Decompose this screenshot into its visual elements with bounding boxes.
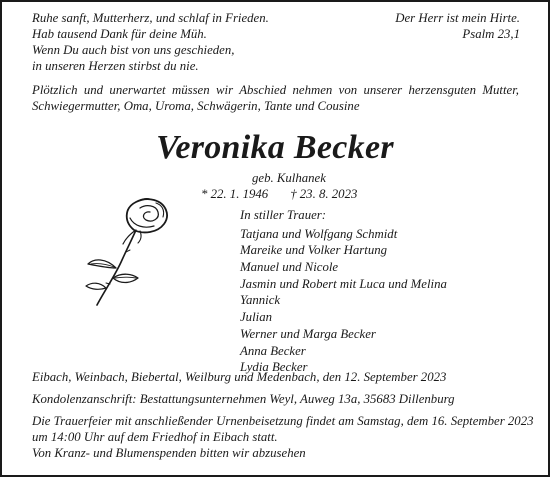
list-item: Lydia Becker [240, 360, 308, 375]
list-item: Werner und Marga Becker [240, 326, 376, 341]
funeral-service-line: um 14:00 Uhr auf dem Friedhof in Eibach statt. [32, 430, 278, 444]
list-item: Anna Becker [240, 343, 306, 358]
psalm-verse: Der Herr ist mein Hirte. [395, 11, 520, 25]
poem-line: Ruhe sanft, Mutterherz, und schlaf in Frieden. [32, 11, 269, 25]
maiden-name: geb. Kulhanek [252, 171, 326, 185]
funeral-service-line: Die Trauerfeier mit anschließender Urnenbeisetzung findet am Samstag, dem 16. September 2023 [32, 414, 534, 428]
places-and-date: Eibach, Weinbach, Biebertal, Weilburg und Medenbach, den 12. September 2023 [32, 370, 447, 384]
rose-icon [50, 192, 190, 316]
list-item: Jasmin und Robert mit Luca und Melina [240, 276, 447, 291]
list-item: Manuel und Nicole [240, 260, 339, 275]
poem-line: Hab tausend Dank für deine Müh. [32, 27, 207, 41]
intro-text: Plötzlich und unerwartet müssen wir Abschied nehmen von unserer herzensguten Mutter, Schwiegermutter, Oma, Uroma, Schwägerin, Tante und Cousine [32, 83, 519, 113]
poem-line: in unseren Herzen stirbst du nie. [32, 59, 199, 73]
death-date: † 23. 8. 2023 [290, 187, 358, 201]
poem-line: Wenn Du auch bist von uns geschieden, [32, 43, 235, 57]
deceased-name: Veronika Becker [156, 129, 394, 166]
mourners-heading: In stiller Trauer: [240, 208, 327, 222]
mourners-list [240, 207, 447, 376]
list-item: Tatjana und Wolfgang Schmidt [240, 226, 398, 241]
psalm-quote [395, 10, 520, 42]
list-item: Mareike und Volker Hartung [240, 243, 388, 258]
psalm-reference: Psalm 23,1 [462, 27, 520, 41]
condolence-address: Kondolenzanschrift: Bestattungsunternehmen Weyl, Auweg 13a, 35683 Dillenburg [32, 392, 455, 406]
footer-info [32, 369, 534, 461]
poem-verse [32, 10, 269, 74]
flowers-note: Von Kranz- und Blumenspenden bitten wir abzusehen [32, 446, 306, 460]
life-dates [201, 186, 357, 202]
list-item: Julian [240, 310, 272, 325]
birth-date: * 22. 1. 1946 [201, 187, 269, 201]
list-item: Yannick [240, 293, 281, 308]
